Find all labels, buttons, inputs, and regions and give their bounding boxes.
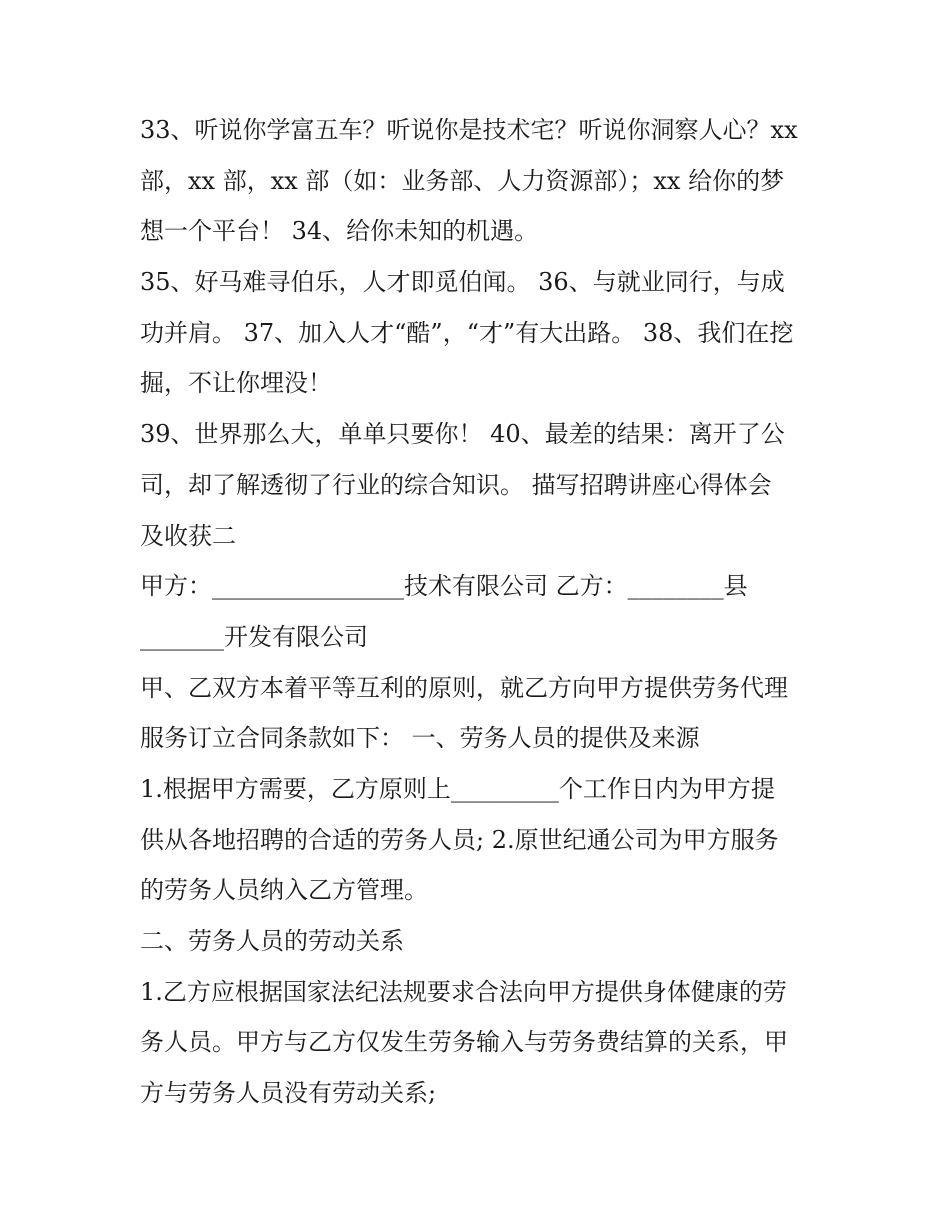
- text-line: 39、世界那么大，单单只要你！ 40、最差的结果：离开了公: [140, 420, 785, 449]
- text-line: 1.乙方应根据国家法纪法规要求合法向甲方提供身体健康的劳: [140, 977, 787, 1006]
- text-line: 方与劳务人员没有劳动关系;: [140, 1079, 437, 1108]
- text-line: 服务订立合同条款如下： 一、劳务人员的提供及来源: [140, 724, 700, 753]
- party-a-line: 甲方：________________技术有限公司 乙方：________县: [140, 572, 748, 601]
- text-line: 35、好马难寻伯乐，人才即觅伯闻。 36、与就业同行，与成: [140, 268, 785, 297]
- text-line: 33、听说你学富五车？听说你是技术宅？听说你洞察人心？xx: [140, 116, 798, 144]
- text-line: 的劳务人员纳入乙方管理。: [140, 876, 428, 905]
- party-b-line: _______开发有限公司: [140, 622, 368, 651]
- text-line: 1.根据甲方需要，乙方原则上_________个工作日内为甲方提: [140, 774, 775, 803]
- section-heading: 二、劳务人员的劳动关系: [140, 927, 404, 955]
- text-line: 甲、乙双方本着平等互利的原则，就乙方向甲方提供劳务代理: [140, 673, 788, 702]
- text-line: 功并肩。 37、加入人才“酷”，“才”有大出路。 38、我们在挖: [140, 318, 794, 347]
- text-line: 部，xx 部，xx 部（如：业务部、人力资源部）；xx 给你的梦: [140, 166, 785, 195]
- section-heading: 及收获二: [140, 521, 236, 550]
- document-body: [140, 105, 820, 1119]
- text-line: 司，却了解透彻了行业的综合知识。 描写招聘讲座心得体会: [140, 470, 772, 499]
- text-line: 想一个平台！ 34、给你未知的机遇。: [140, 217, 539, 246]
- text-line: 掘，不让你埋没！: [140, 369, 332, 398]
- text-line: 务人员。甲方与乙方仅发生劳务输入与劳务费结算的关系，甲: [140, 1028, 788, 1057]
- text-line: 供从各地招聘的合适的劳务人员; 2.原世纪通公司为甲方服务: [140, 825, 779, 854]
